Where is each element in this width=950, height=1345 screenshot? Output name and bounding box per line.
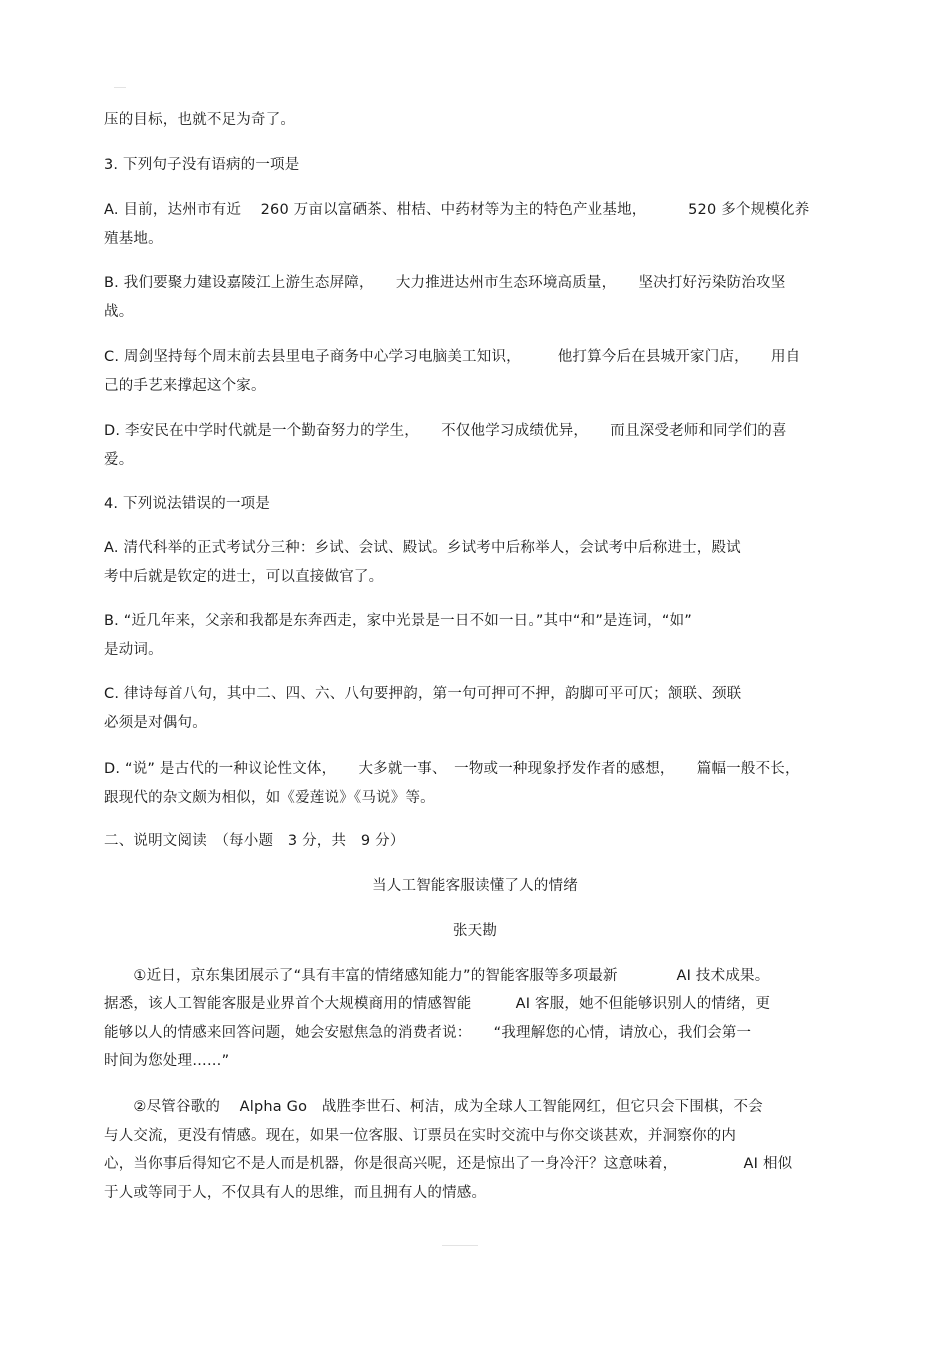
text-line: 是动词。 (104, 642, 163, 658)
paragraph-line: 于人或等同于人，不仅具有人的思维，而且拥有人的情感。 (104, 1185, 487, 1201)
paragraph-line: 据悉，该人工智能客服是业界首个大规模商用的情感智能 AI 客服，她不但能够识别人的情绪，更 (104, 996, 771, 1012)
paragraph-line: ②尽管谷歌的 Alpha Go 战胜李世石、柯洁，成为全球人工智能网红，但它只会下围棋，不会 (104, 1099, 763, 1115)
option-line: A. 清代科举的正式考试分三种：乡试、会试、殿试。乡试考中后称举人，会试考中后称进士，殿试 (104, 540, 741, 556)
article-author: 张天勘 (452, 923, 498, 939)
text-line: 己的手艺来撑起这个家。 (104, 378, 266, 394)
question-heading: 4. 下列说法错误的一项是 (104, 496, 271, 512)
option-line: D. 李安民在中学时代就是一个勤奋努力的学生， 不仅他学习成绩优异， 而且深受老师和同学们的喜 (104, 423, 787, 439)
page-top-mark (114, 87, 126, 88)
paragraph-line: 能够以人的情感来回答问题，她会安慰焦急的消费者说： “我理解您的心情，请放心，我们会第一 (104, 1025, 752, 1041)
option-line: C. 律诗每首八句，其中二、四、六、八句要押韵，第一句可押可不押，韵脚可平可仄；颔联、颈联 (104, 686, 742, 702)
text-line: 压的目标，也就不足为奇了。 (104, 112, 296, 128)
section-heading: 二、说明文阅读 （每小题 3 分，共 9 分） (104, 833, 405, 849)
option-line: B. 我们要聚力建设嘉陵江上游生态屏障， 大力推进达州市生态环境高质量， 坚决打好污染防治攻坚 (104, 275, 786, 291)
option-line: A. 目前，达州市有近 260 万亩以富硒茶、柑桔、中药材等为主的特色产业基地， 520 多个规模化养 (104, 202, 810, 218)
text-line: 考中后就是钦定的进士，可以直接做官了。 (104, 569, 384, 585)
paragraph-line: 时间为您处理……” (104, 1053, 230, 1069)
text-line: 爱。 (104, 452, 134, 468)
page-bottom-mark (442, 1245, 478, 1246)
option-line: D. “说” 是古代的一种议论性文体， 大多就一事、 一物或一种现象抒发作者的感想， 篇幅一般不长， (104, 761, 800, 777)
paragraph-line: 与人交流，更没有情感。现在，如果一位客服、订票员在实时交流中与你交谈甚欢，并洞察你的内 (104, 1128, 737, 1144)
text-line: 跟现代的杂文颇为相似，如《爱莲说》《马说》等。 (104, 790, 435, 806)
text-line: 殖基地。 (104, 231, 163, 247)
option-line: B. “近几年来，父亲和我都是东奔西走，家中光景是一日不如一日。”其中“和”是连词，“如” (104, 613, 692, 629)
article-title: 当人工智能客服读懂了人的情绪 (372, 878, 578, 894)
paragraph-line: 心，当你事后得知它不是人而是机器，你是很高兴呢，还是惊出了一身冷汗？这意味着， AI 相似 (104, 1156, 793, 1172)
text-line: 战。 (104, 304, 134, 320)
question-heading: 3. 下列句子没有语病的一项是 (104, 157, 300, 173)
option-line: C. 周剑坚持每个周末前去县里电子商务中心学习电脑美工知识， 他打算今后在县城开家门店， 用自 (104, 349, 801, 365)
paragraph-line: ①近日，京东集团展示了“具有丰富的情绪感知能力”的智能客服等多项最新 AI 技术成果。 (104, 968, 770, 984)
text-line: 必须是对偶句。 (104, 715, 207, 731)
